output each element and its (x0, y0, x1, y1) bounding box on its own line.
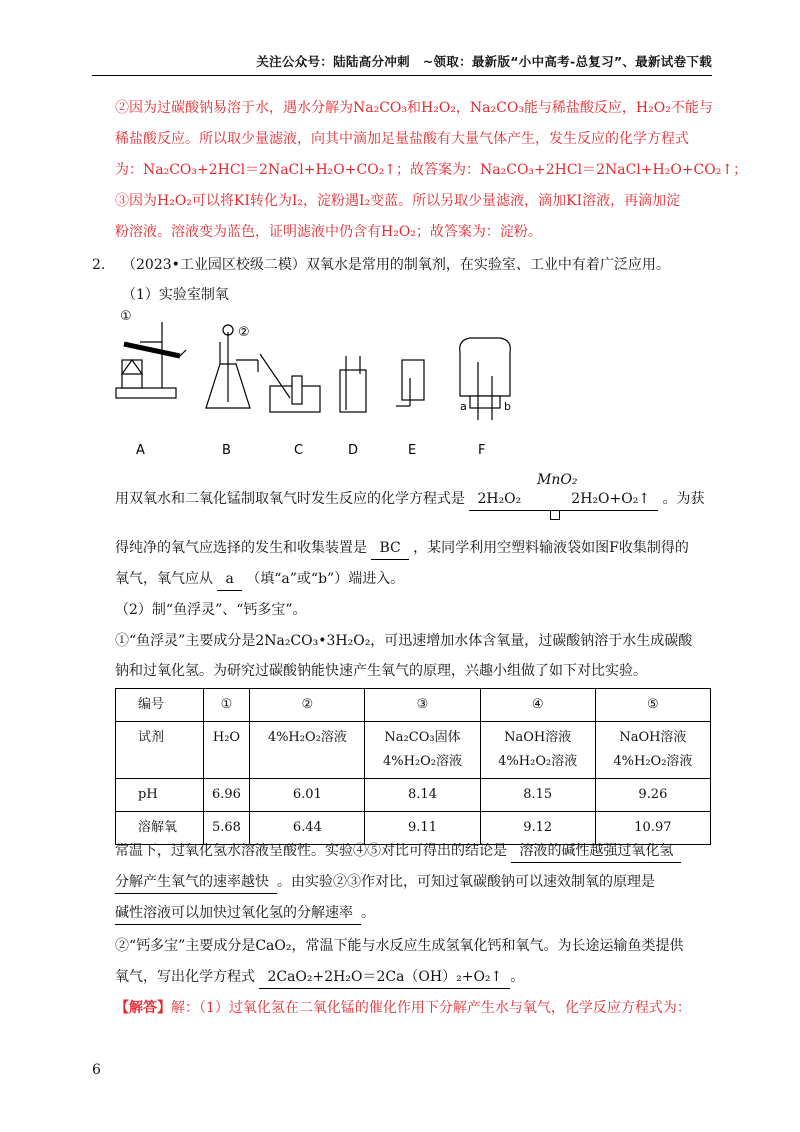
equation-prefix: 用双氧水和二氧化锰制取氧气时发生反应的化学方程式是 (115, 491, 465, 507)
table-cell: 9.11 (365, 812, 480, 845)
catalyst-label: MnO₂ (537, 472, 578, 488)
solution-tag: 【解答】 (115, 1000, 171, 1016)
answer-conclusion: 分解产生氧气的速率越快 (115, 871, 277, 894)
table-row (116, 779, 711, 812)
apparatus-label: B (222, 443, 231, 458)
answer-conclusion: 溶液的碱性越强过氧化氢 (511, 840, 681, 863)
paragraph-line: ①“鱼浮灵”主要成分是2Na₂CO₃•3H₂O₂，可迅速增加水体含氧量，过碳酸钠溶于水生成碳酸 (115, 633, 693, 649)
conclusion-line: 分解产生氧气的速率越快 。由实验②③作对比，可知过氧碳酸钠可以速效制氧的原理是 (115, 871, 655, 894)
page-number: 6 (92, 1062, 101, 1078)
paragraph-line: 钠和过氧化氢。为研究过碳酸钠能快速产生氧气的原理，兴趣小组做了如下对比实验。 (115, 663, 647, 679)
answer-bc: BC (371, 537, 408, 560)
conclusion-line: 常温下，过氧化氢水溶液呈酸性。实验④⑤对比可得出的结论是 溶液的碱性越强过氧化氢 (115, 840, 681, 863)
table-cell: 10.97 (595, 812, 710, 845)
prev-answer-line: 为：Na₂CO₃+2HCl＝2NaCl+H₂O+CO₂↑；故答案为：Na₂CO₃+2HCl＝2NaCl+H₂O+CO₂↑； (115, 162, 748, 178)
header-rule (92, 75, 712, 76)
table-cell: 6.96 (203, 779, 250, 812)
answer-principle: 碱性溶液可以加快过氧化氢的分解速率 (115, 902, 361, 925)
question-number: 2. (92, 257, 106, 273)
prev-answer-line: ②因为过碳酸钠易溶于水，遇水分解为Na₂CO₃和H₂O₂，Na₂CO₃能与稀盐酸反应，H₂O₂不能与 (115, 100, 713, 116)
table-cell: pH (116, 779, 204, 812)
apparatus-label: D (348, 443, 359, 458)
answer-port: a (217, 568, 241, 591)
apparatus-diagram (110, 302, 530, 462)
table-cell: ④ (480, 689, 595, 722)
table-cell: 9.26 (595, 779, 710, 812)
prev-answer-line: 粉溶液。溶液变为蓝色，证明滤液中仍含有H₂O₂；故答案为：淀粉。 (115, 224, 542, 240)
solution-line: 【解答】解：（1）过氧化氢在二氧化锰的催化作用下分解产生水与氧气，化学反应方程式为： (115, 1000, 691, 1016)
port-a-label: a (460, 400, 467, 413)
prev-answer-line: ③因为H₂O₂可以将KI转化为I₂，淀粉遇I₂变蓝。所以另取少量滤液，滴加KI溶液，再滴加淀 (115, 193, 681, 209)
marker-2: ② (238, 325, 250, 340)
table-cell: Na₂CO₃固体 4%H₂O₂溶液 (365, 722, 480, 779)
equation-suffix: 。为获 (662, 491, 705, 507)
equation-right: 2H₂O+O₂↑ (569, 488, 658, 511)
table-cell: NaOH溶液 4%H₂O₂溶液 (595, 722, 710, 779)
conclusion-line: 碱性溶液可以加快过氧化氢的分解速率 。 (115, 902, 375, 925)
table-cell: 编号 (116, 689, 204, 722)
table-cell: ⑤ (595, 689, 710, 722)
table-cell: 6.44 (250, 812, 365, 845)
equation-left: 2H₂O₂ (469, 488, 527, 511)
table-cell: NaOH溶液 4%H₂O₂溶液 (480, 722, 595, 779)
table-cell: 试剂 (116, 722, 204, 779)
port-b-label: b (504, 400, 511, 413)
answer-cao2-equation: 2CaO₂+2H₂O＝2Ca（OH）₂+O₂↑ (259, 966, 510, 989)
table-cell: ① (203, 689, 250, 722)
page-header: 关注公众号：陆陆高分冲刺 ~领取：最新版“小中高考-总复习”、最新试卷下载 (256, 54, 712, 69)
equation-line: 氧气，写出化学方程式 2CaO₂+2H₂O＝2Ca（OH）₂+O₂↑ 。 (115, 966, 524, 989)
choose-line: 得纯净的氧气应选择的发生和收集装置是 BC ，某同学利用空塑料输液袋如图F收集制得的 (115, 537, 689, 560)
table-cell: 4%H₂O₂溶液 (250, 722, 365, 779)
table-cell: ② (250, 689, 365, 722)
prev-answer-line: 稀盐酸反应。所以取少量滤液，向其中滴加足量盐酸有大量气体产生，发生反应的化学方程式 (115, 131, 689, 147)
equation-prompt (115, 488, 705, 511)
experiment-table (115, 688, 711, 845)
port-line: 氧气，氧气应从 a （填“a”或“b”）端进入。 (115, 568, 404, 591)
table-cell: ③ (365, 689, 480, 722)
table-cell: 9.12 (480, 812, 595, 845)
apparatus-label: A (136, 443, 145, 458)
paragraph-line: ②“钙多宝”主要成分是CaO₂，常温下能与水反应生成氢氧化钙和氧气。为长途运输鱼类提供 (115, 938, 684, 954)
table-cell: 8.14 (365, 779, 480, 812)
question-intro: （2023•工业园区校级二模）双氧水是常用的制氧剂，在实验室、工业中有着广泛应用。 (122, 257, 670, 273)
table-cell: 5.68 (203, 812, 250, 845)
equation-arrow (527, 488, 569, 511)
marker-1: ① (120, 309, 132, 324)
part-heading: （2）制“鱼浮灵”、“钙多宝”。 (115, 602, 307, 618)
table-cell: H₂O (203, 722, 250, 779)
table-cell: 6.01 (250, 779, 365, 812)
apparatus-label: E (408, 443, 417, 458)
placeholder-box (550, 510, 560, 520)
apparatus-label: C (294, 443, 304, 458)
table-cell: 溶解氧 (116, 812, 204, 845)
table-row (116, 722, 711, 779)
apparatus-label: F (478, 443, 486, 458)
part-heading: （1）实验室制氧 (122, 287, 229, 303)
table-row (116, 689, 711, 722)
table-cell: 8.15 (480, 779, 595, 812)
